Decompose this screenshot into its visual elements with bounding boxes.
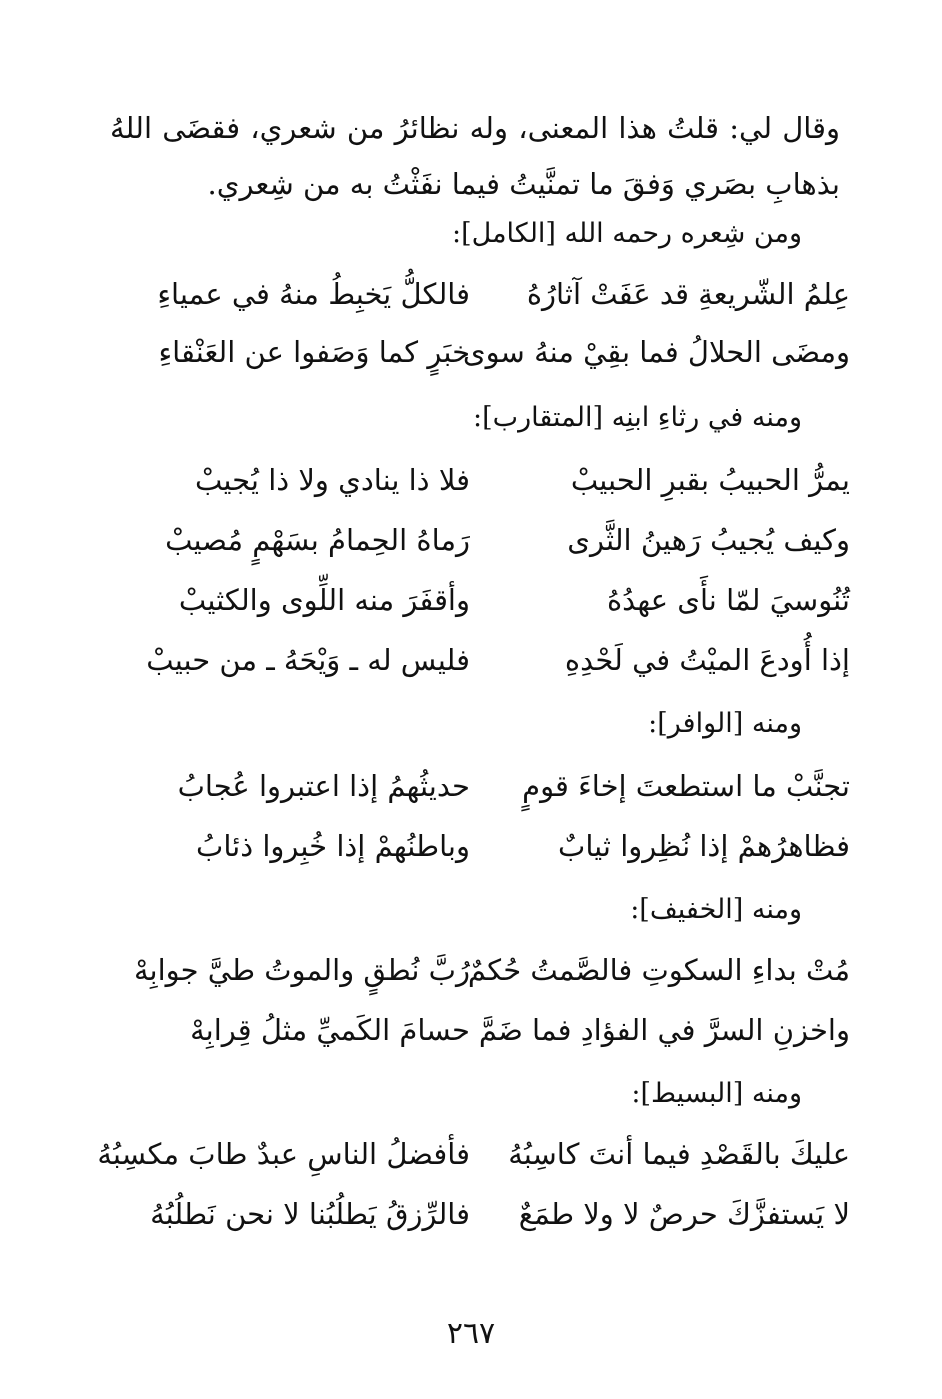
verse-second-hemistich: حديثُهمُ إذا اعتبروا عُجابُ [177, 769, 470, 803]
verse-first-hemistich: إذا أُودعَ الميْتُ في لَحْدِهِ [564, 643, 850, 677]
verse-first-hemistich: واخزنِ السرَّ في الفؤادِ فما ضَمَّ [478, 1013, 850, 1047]
section-heading-kamil: ومن شِعره رحمه الله [الكامل]: [452, 218, 802, 249]
section-heading-wafir: ومنه [الوافر]: [648, 708, 802, 739]
verse-first-hemistich: تُنُوسيَ لمّا نأَى عهدُهُ [606, 583, 850, 617]
verse-second-hemistich: خبَرٍ كما وَصَفوا عن العَنْقاءِ [158, 335, 470, 369]
verse-first-hemistich: عِلمُ الشّريعةِ قد عَفَتْ آثارُهُ [526, 277, 850, 311]
section-heading-basit: ومنه [البسيط]: [631, 1078, 802, 1109]
verse-first-hemistich: عليكَ بالقَصْدِ فيما أنتَ كاسِبُهُ [508, 1137, 850, 1171]
page-number: ٢٦٧ [446, 1316, 496, 1351]
verse-second-hemistich: وأقفَرَ منه اللِّوى والكثيبْ [178, 583, 470, 617]
verse-second-hemistich: فلا ذا ينادي ولا ذا يُجيبْ [194, 463, 470, 497]
verse-second-hemistich: حسامَ الكَميِّ مثلُ قِرابِهْ [190, 1013, 470, 1047]
section-heading-mutaqarib: ومنه في رثاءِ ابنِه [المتقارب]: [473, 402, 802, 433]
verse-first-hemistich: لا يَستفزَّكَ حرصٌ لا ولا طمَعٌ [518, 1197, 850, 1231]
verse-second-hemistich: وباطنُهمْ إذا خُبِروا ذئابُ [196, 829, 470, 863]
verse-first-hemistich: يمرُّ الحبيبُ بقبرِ الحبيبْ [570, 463, 850, 497]
verse-second-hemistich: رَماهُ الحِمامُ بسَهْمٍ مُصيبْ [165, 523, 470, 557]
verse-second-hemistich: فأفضلُ الناسِ عبدٌ طابَ مكسِبُهُ [97, 1137, 470, 1171]
verse-second-hemistich: فالرِّزقُ يَطلُبُنا لا نحن نَطلُبُهُ [150, 1197, 470, 1231]
intro-text: وقال لي: قلتُ هذا المعنى، وله نظائرُ من شعري، فقضَى اللهُ بذهابِ بصَري وَفقَ ما تمنَّيتُ فيما نفَثْتُ به من شِعري. [110, 111, 840, 201]
verse-first-hemistich: وكيف يُجيبُ رَهينُ الثَّرى [567, 523, 850, 557]
verse-first-hemistich: مُتْ بداءِ السكوتِ فالصَّمتُ حُكمٌ [467, 953, 850, 987]
section-heading-khafif: ومنه [الخفيف]: [630, 894, 802, 925]
verse-first-hemistich: فظاهرُهمْ إذا نُظِروا ثيابٌ [558, 829, 850, 863]
verse-second-hemistich: فالكلُّ يَخبِطُ منهُ في عمياءِ [157, 277, 470, 311]
verse-first-hemistich: تجنَّبْ ما استطعتَ إخاءَ قومٍ [522, 769, 850, 803]
verse-first-hemistich: ومضَى الحلالُ فما بقِيْ منهُ سوى [462, 335, 850, 369]
verse-second-hemistich: رُبَّ نُطقٍ والموتُ طيَّ جوابِهْ [133, 953, 470, 987]
intro-paragraph [110, 100, 840, 212]
verse-second-hemistich: فليس له ـ وَيْحَهُ ـ من حبيبْ [146, 643, 470, 677]
